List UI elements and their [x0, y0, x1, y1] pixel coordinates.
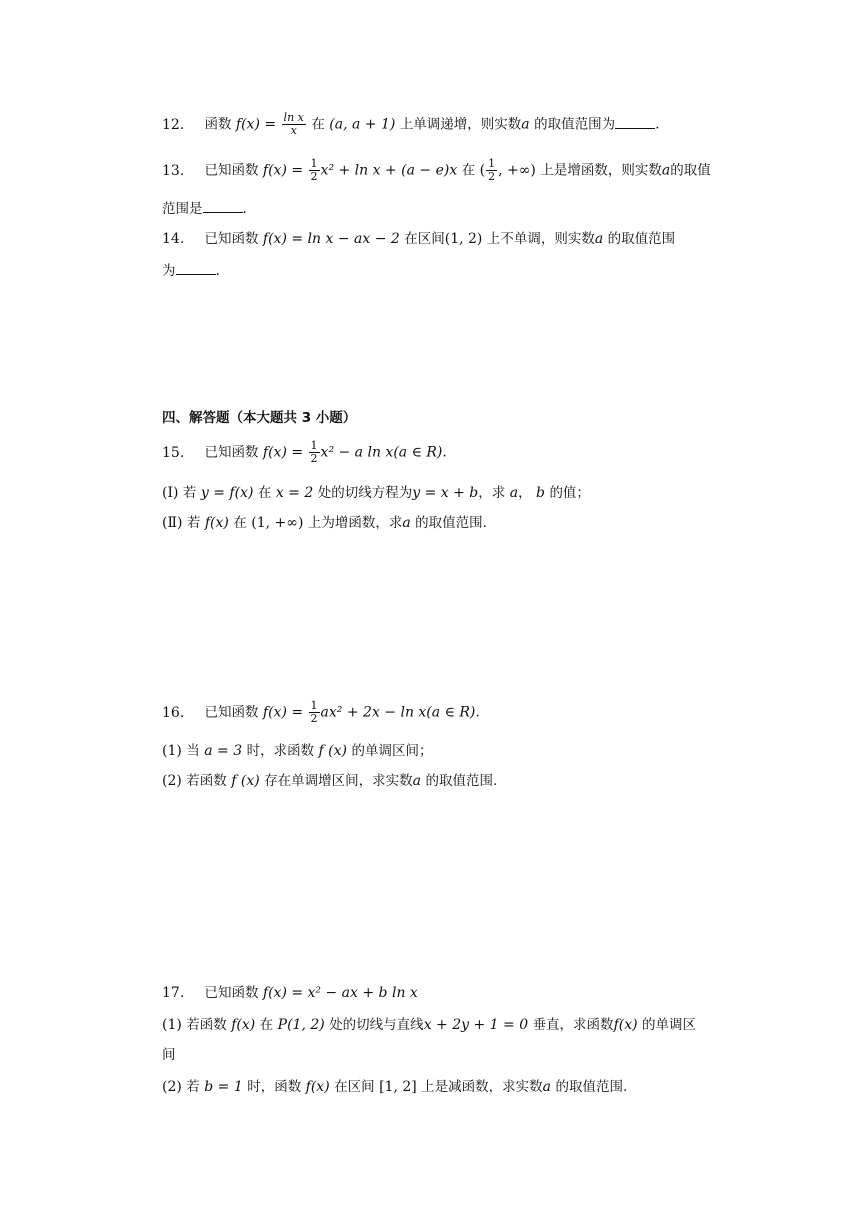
- math: a: [594, 231, 604, 247]
- section-title: 四、解答题（本大题共 3 小题）: [162, 410, 357, 426]
- fraction-numerator: 1: [310, 157, 318, 170]
- text: 的取值: [670, 162, 711, 179]
- fraction-denominator: 2: [488, 170, 496, 183]
- math: a = 3: [204, 743, 243, 759]
- question-number: 17.: [162, 985, 185, 1001]
- math: x + 2y + 1 = 0: [423, 1017, 529, 1033]
- text: 存在单调增区间，求实数: [264, 773, 413, 789]
- part-label: (Ⅰ): [162, 485, 179, 501]
- text: 当: [186, 743, 200, 759]
- text: 范围是: [162, 201, 203, 217]
- text: 上是减函数，求实数: [421, 1079, 543, 1095]
- math: f (x): [231, 773, 260, 789]
- math: ax² + 2x − ln x(a ∈ R): [320, 704, 476, 721]
- question-number: 12.: [162, 116, 185, 133]
- text: 上单调递增，则实数: [399, 116, 522, 133]
- text: 的单调区: [642, 1017, 697, 1033]
- math: a: [661, 162, 671, 179]
- fraction-denominator: 2: [310, 712, 318, 725]
- math: f(x) =: [262, 444, 304, 461]
- math: (1, +∞): [251, 515, 304, 531]
- text: ，求: [478, 485, 506, 501]
- question-17-part-1-continued: [162, 1044, 176, 1066]
- text: 已知函数: [204, 704, 259, 721]
- math: (1, 2): [444, 231, 483, 247]
- fraction-numerator: 1: [310, 699, 318, 712]
- text: 在区间: [404, 231, 445, 247]
- math: f(x): [204, 515, 229, 531]
- math: x = 2: [275, 485, 314, 501]
- math: y = f(x): [200, 485, 254, 501]
- question-17: [162, 982, 418, 1004]
- fraction-denominator: 2: [310, 452, 318, 465]
- question-13-continued: [162, 198, 247, 220]
- question-16-part-1: [162, 740, 432, 762]
- text: 处的切线方程为: [317, 485, 413, 501]
- text: 上不单调，则实数: [486, 231, 595, 247]
- question-15: [162, 440, 447, 465]
- math: a: [509, 485, 519, 501]
- text: 在: [233, 515, 247, 531]
- math: , +∞): [498, 162, 536, 179]
- question-14: [162, 228, 675, 250]
- fraction: [486, 158, 497, 183]
- fraction-denominator: x: [290, 124, 297, 137]
- question-15-part-2: [162, 512, 487, 534]
- math: x² − a ln x(a ∈ R): [320, 444, 443, 461]
- question-number: 16.: [162, 704, 185, 721]
- fraction-numerator: ln x: [283, 111, 304, 124]
- math: a: [542, 1079, 552, 1095]
- question-number: 13.: [162, 162, 185, 179]
- math: (: [479, 162, 486, 179]
- math: b = 1: [204, 1079, 243, 1095]
- text: .: [442, 444, 447, 461]
- question-17-part-2: [162, 1076, 627, 1098]
- question-17-part-1: [162, 1014, 696, 1036]
- math: b: [536, 485, 545, 501]
- text: 上是增函数，则实数: [540, 162, 662, 179]
- question-15-part-1: [162, 482, 590, 504]
- part-label: (2): [162, 773, 182, 789]
- text: 已知函数: [204, 985, 259, 1001]
- fraction: [309, 158, 320, 183]
- text: .: [242, 201, 247, 217]
- part-label: (1): [162, 1017, 182, 1033]
- text: 已知函数: [204, 444, 259, 461]
- text: 的取值范围.: [425, 773, 498, 789]
- text: 已知函数: [204, 162, 259, 179]
- fraction: [309, 440, 320, 465]
- text: 时，求函数: [246, 743, 315, 759]
- math: f(x): [613, 1017, 638, 1033]
- math: f(x) =: [235, 116, 277, 133]
- text: 的取值范围为: [534, 116, 616, 133]
- text: .: [475, 704, 480, 721]
- math: y = x + b: [412, 485, 479, 501]
- math: a: [521, 116, 530, 133]
- text: 的值；: [549, 485, 590, 501]
- part-label: (Ⅱ): [162, 515, 183, 531]
- text: 垂直，求函数: [532, 1017, 614, 1033]
- math: f(x): [231, 1017, 256, 1033]
- fraction-numerator: 1: [488, 157, 496, 170]
- text: 若函数: [186, 1017, 227, 1033]
- math: f(x) = ln x − ax − 2: [262, 231, 400, 247]
- answer-blank[interactable]: [176, 260, 216, 275]
- text: 若: [186, 515, 201, 531]
- answer-blank[interactable]: [203, 198, 243, 213]
- text: 在: [311, 116, 325, 133]
- answer-blank[interactable]: [615, 114, 655, 129]
- text: 若: [182, 485, 197, 501]
- question-16-part-2: [162, 770, 497, 792]
- text: 处的切线与直线: [329, 1017, 424, 1033]
- text: ，: [518, 485, 532, 501]
- question-16: [162, 700, 480, 725]
- math: f(x) =: [262, 162, 304, 179]
- text: 在: [257, 485, 272, 501]
- text: 的单调区间；: [351, 743, 433, 759]
- text: 上为增函数，求: [307, 515, 403, 531]
- math: f(x) = x² − ax + b ln x: [262, 985, 418, 1001]
- text: 的取值范围.: [555, 1079, 628, 1095]
- text: 间: [162, 1047, 176, 1063]
- math: x² + ln x + (a − e)x: [320, 162, 458, 179]
- text: 为: [162, 263, 176, 279]
- question-number: 14.: [162, 231, 185, 247]
- text: .: [655, 116, 660, 133]
- math: f(x): [305, 1079, 330, 1095]
- fraction-denominator: 2: [310, 170, 318, 183]
- math: a: [412, 773, 422, 789]
- text: 的取值范围: [607, 231, 676, 247]
- text: .: [215, 263, 220, 279]
- math: (a, a + 1): [329, 116, 396, 133]
- part-label: (2): [162, 1079, 182, 1095]
- math: f (x): [318, 743, 347, 759]
- text: 若函数: [186, 773, 227, 789]
- math: [1, 2]: [379, 1079, 417, 1095]
- text: 在: [259, 1017, 274, 1033]
- text: 在区间: [334, 1079, 375, 1095]
- math: a: [402, 515, 411, 531]
- text: 的取值范围.: [415, 515, 487, 531]
- question-13: [162, 158, 711, 183]
- fraction-numerator: 1: [310, 439, 318, 452]
- text: 若: [186, 1079, 200, 1095]
- question-number: 15.: [162, 444, 185, 461]
- text: 时，函数: [247, 1079, 302, 1095]
- fraction: [282, 112, 306, 137]
- question-12: [162, 112, 660, 137]
- part-label: (1): [162, 743, 182, 759]
- fraction: [309, 700, 320, 725]
- question-14-continued: [162, 260, 220, 282]
- text: 已知函数: [204, 231, 259, 247]
- math: f(x) =: [262, 704, 304, 721]
- math: P(1, 2): [277, 1017, 325, 1033]
- text: 函数: [204, 116, 232, 133]
- text: 在: [461, 162, 476, 179]
